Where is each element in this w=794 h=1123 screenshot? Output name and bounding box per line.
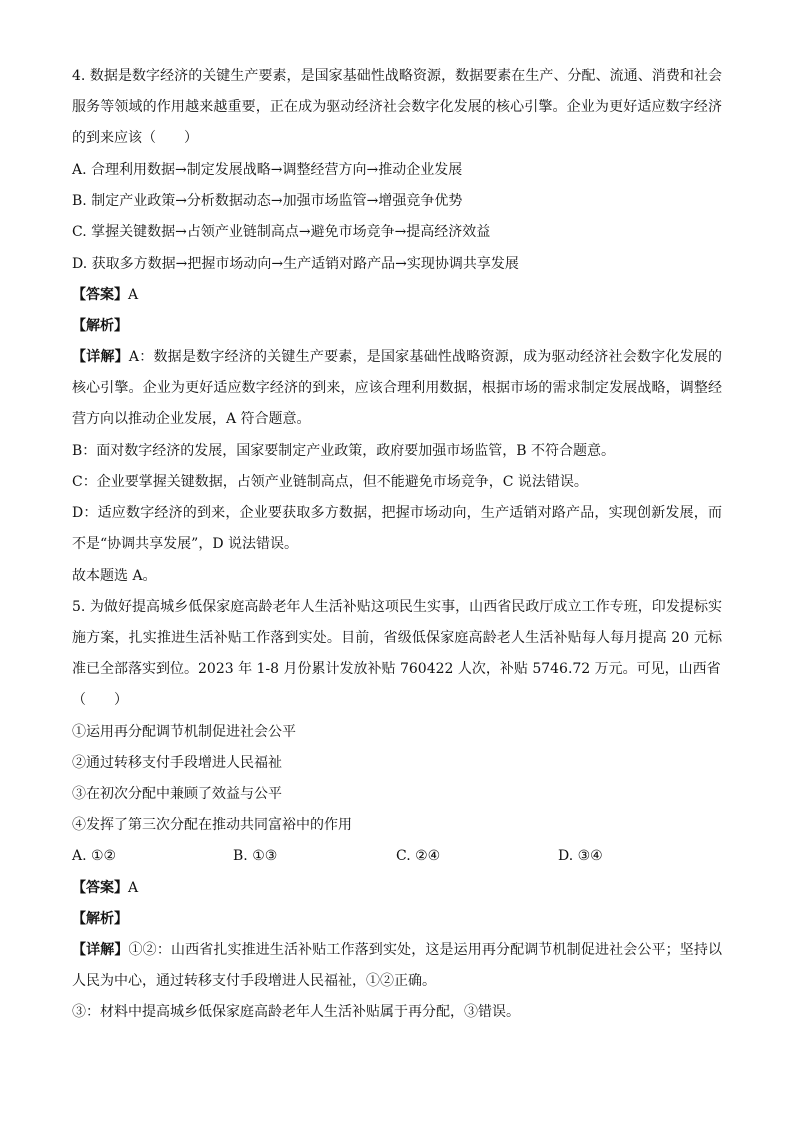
q5-statement-4: ④发挥了第三次分配在推动共同富裕中的作用: [72, 817, 352, 833]
q4-stem-line-2: 服务等领域的作用越来越重要，正在成为驱动经济社会数字化发展的核心引擎。企业为更好适应数字经济: [72, 99, 722, 115]
q5-detail-line-2: 人民为中心，通过转移支付手段增进人民福祉，①②正确。: [72, 973, 436, 989]
q5-option-a: A. ①②: [72, 848, 117, 864]
q4-stem-line-3: 的到来应该（ ）: [72, 130, 198, 146]
q4-detail-line-5: C：企业要掌握关键数据，占领产业链制高点，但不能避免市场竞争，C 说法错误。: [72, 474, 588, 490]
q5-stem-line-2: 施方案，扎实推进生活补贴工作落到实处。目前，省级低保家庭高龄老人生活补贴每人每月提高 20 元标: [72, 630, 722, 646]
q4-stem-line-1: 4. 数据是数字经济的关键生产要素，是国家基础性战略资源，数据要素在生产、分配、流通、消费和社会: [72, 68, 722, 84]
q5-detail-line-1: [72, 940, 722, 960]
q5-analysis-label: [72, 909, 128, 929]
q4-option-c: C. 掌握关键数据→占领产业链制高点→避免市场竞争→提高经济效益: [72, 224, 491, 240]
q4-detail-line-1: [72, 347, 722, 367]
detail-label: 【详解】: [72, 942, 129, 958]
q5-option-c: C. ②④: [396, 848, 441, 864]
answer-value: A: [128, 287, 139, 303]
q5-stem-line-3: 准已全部落实到位。2023 年 1-8 月份累计发放补贴 760422 人次，补贴 5746.72 万元。可见，山西省: [72, 661, 721, 677]
q5-option-d: D. ③④: [558, 848, 603, 864]
answer-label: 【答案】: [72, 287, 128, 303]
q4-option-d: D. 获取多方数据→把握市场动向→生产适销对路产品→实现协调共享发展: [72, 256, 519, 272]
answer-label: 【答案】: [72, 880, 128, 896]
q5-stem-line-1: 5. 为做好提高城乡低保家庭高龄老年人生活补贴这项民生实事，山西省民政厅成立工作专班，印发提标实: [72, 599, 722, 615]
q5-stem-line-4: （ ）: [72, 692, 128, 708]
q5-statement-2: ②通过转移支付手段增进人民福祉: [72, 755, 282, 771]
detail-text: ①②：山西省扎实推进生活补贴工作落到实处，这是运用再分配调节机制促进社会公平；坚持以: [128, 942, 723, 958]
detail-text: A：数据是数字经济的关键生产要素，是国家基础性战略资源，成为驱动经济社会数字化发展的: [128, 349, 723, 365]
q4-detail-line-3: 营方向以推动企业发展，A 符合题意。: [72, 411, 311, 427]
analysis-label: 【解析】: [72, 911, 128, 927]
q4-option-a: A. 合理利用数据→制定发展战略→调整经营方向→推动企业发展: [72, 162, 463, 178]
q4-detail-line-4: B：面对数字经济的发展，国家要制定产业政策，政府要加强市场监管，B 不符合题意。: [72, 443, 616, 459]
q4-detail-line-6: D：适应数字经济的到来，企业要获取多方数据，把握市场动向，生产适销对路产品，实现创新发展，而: [72, 505, 722, 521]
q4-option-b: B. 制定产业政策→分析数据动态→加强市场监管→增强竞争优势: [72, 193, 463, 209]
q4-answer: [72, 285, 138, 305]
detail-label: 【详解】: [72, 349, 129, 365]
q5-answer: [72, 878, 138, 898]
q5-statement-3: ③在初次分配中兼顾了效益与公平: [72, 786, 282, 802]
q4-conclusion: 故本题选 A。: [72, 568, 157, 584]
q4-detail-line-2: 核心引擎。企业为更好适应数字经济的到来，应该合理利用数据，根据市场的需求制定发展战略，调整经: [72, 380, 722, 396]
answer-value: A: [128, 880, 139, 896]
q4-analysis-label: [72, 316, 128, 336]
q5-option-b: B. ①③: [233, 848, 278, 864]
q5-statement-1: ①运用再分配调节机制促进社会公平: [72, 724, 296, 740]
q5-detail-line-3: ③：材料中提高城乡低保家庭高龄老年人生活补贴属于再分配，③错误。: [72, 1004, 520, 1020]
q4-detail-line-7: 不是“协调共享发展”，D 说法错误。: [72, 536, 298, 552]
analysis-label: 【解析】: [72, 318, 128, 334]
